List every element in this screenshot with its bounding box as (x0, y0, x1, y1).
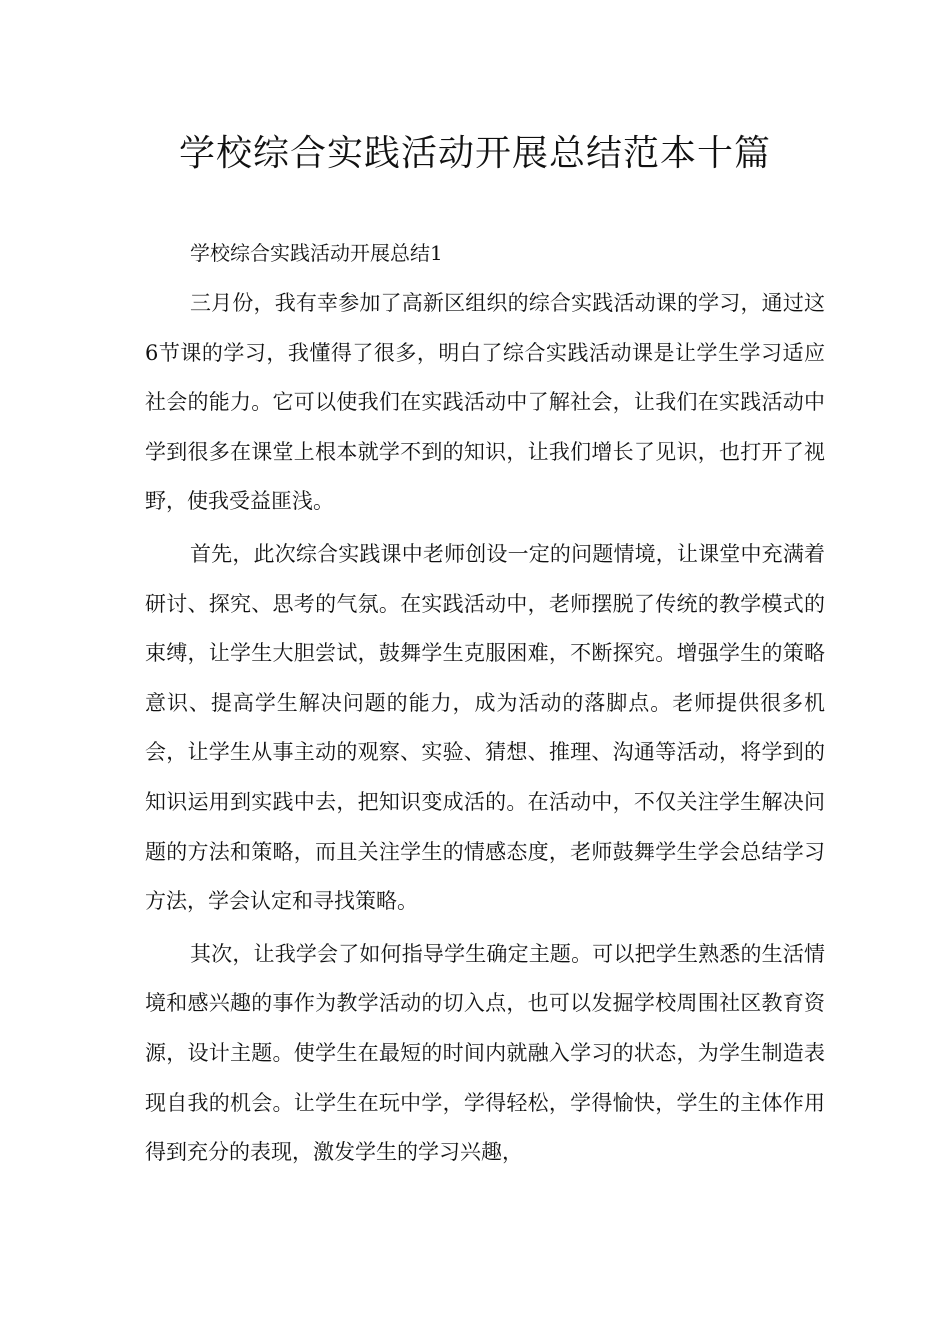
paragraph-2: 首先，此次综合实践课中老师创设一定的问题情境，让课堂中充满着研讨、探究、思考的气氛。在实践活动中，老师摆脱了传统的教学模式的束缚，让学生大胆尝试，鼓舞学生克服困难，不断探究。增强学生的策略意识、提高学生解决问题的能力，成为活动的落脚点。老师提供很多机会，让学生从事主动的观察、实验、猜想、推理、沟通等活动，将学到的知识运用到实践中去，把知识变成活的。在活动中，不仅关注学生解决问题的方法和策略，而且关注学生的情感态度，老师鼓舞学生学会总结学习方法，学会认定和寻找策略。 (145, 541, 825, 914)
paragraph-3: 其次，让我学会了如何指导学生确定主题。可以把学生熟悉的生活情境和感兴趣的事作为教学活动的切入点，也可以发掘学校周围社区教育资源，设计主题。使学生在最短的时间内就融入学习的状态，为学生制造表现自我的机会。让学生在玩中学，学得轻松，学得愉快，学生的主体作用得到充分的表现，激发学生的学习兴趣， (145, 941, 825, 1165)
section-heading: 学校综合实践活动开展总结1 (190, 241, 443, 265)
document-body (145, 230, 825, 1181)
paragraph-1: 三月份，我有幸参加了高新区组织的综合实践活动课的学习，通过这6节课的学习，我懂得了很多，明白了综合实践活动课是让学生学习适应社会的能力。它可以使我们在实践活动中了解社会，让我们在实践活动中学到很多在课堂上根本就学不到的知识，让我们增长了见识，也打开了视野，使我受益匪浅。 (145, 291, 825, 514)
document-title: 学校综合实践活动开展总结范本十篇 (178, 133, 771, 174)
